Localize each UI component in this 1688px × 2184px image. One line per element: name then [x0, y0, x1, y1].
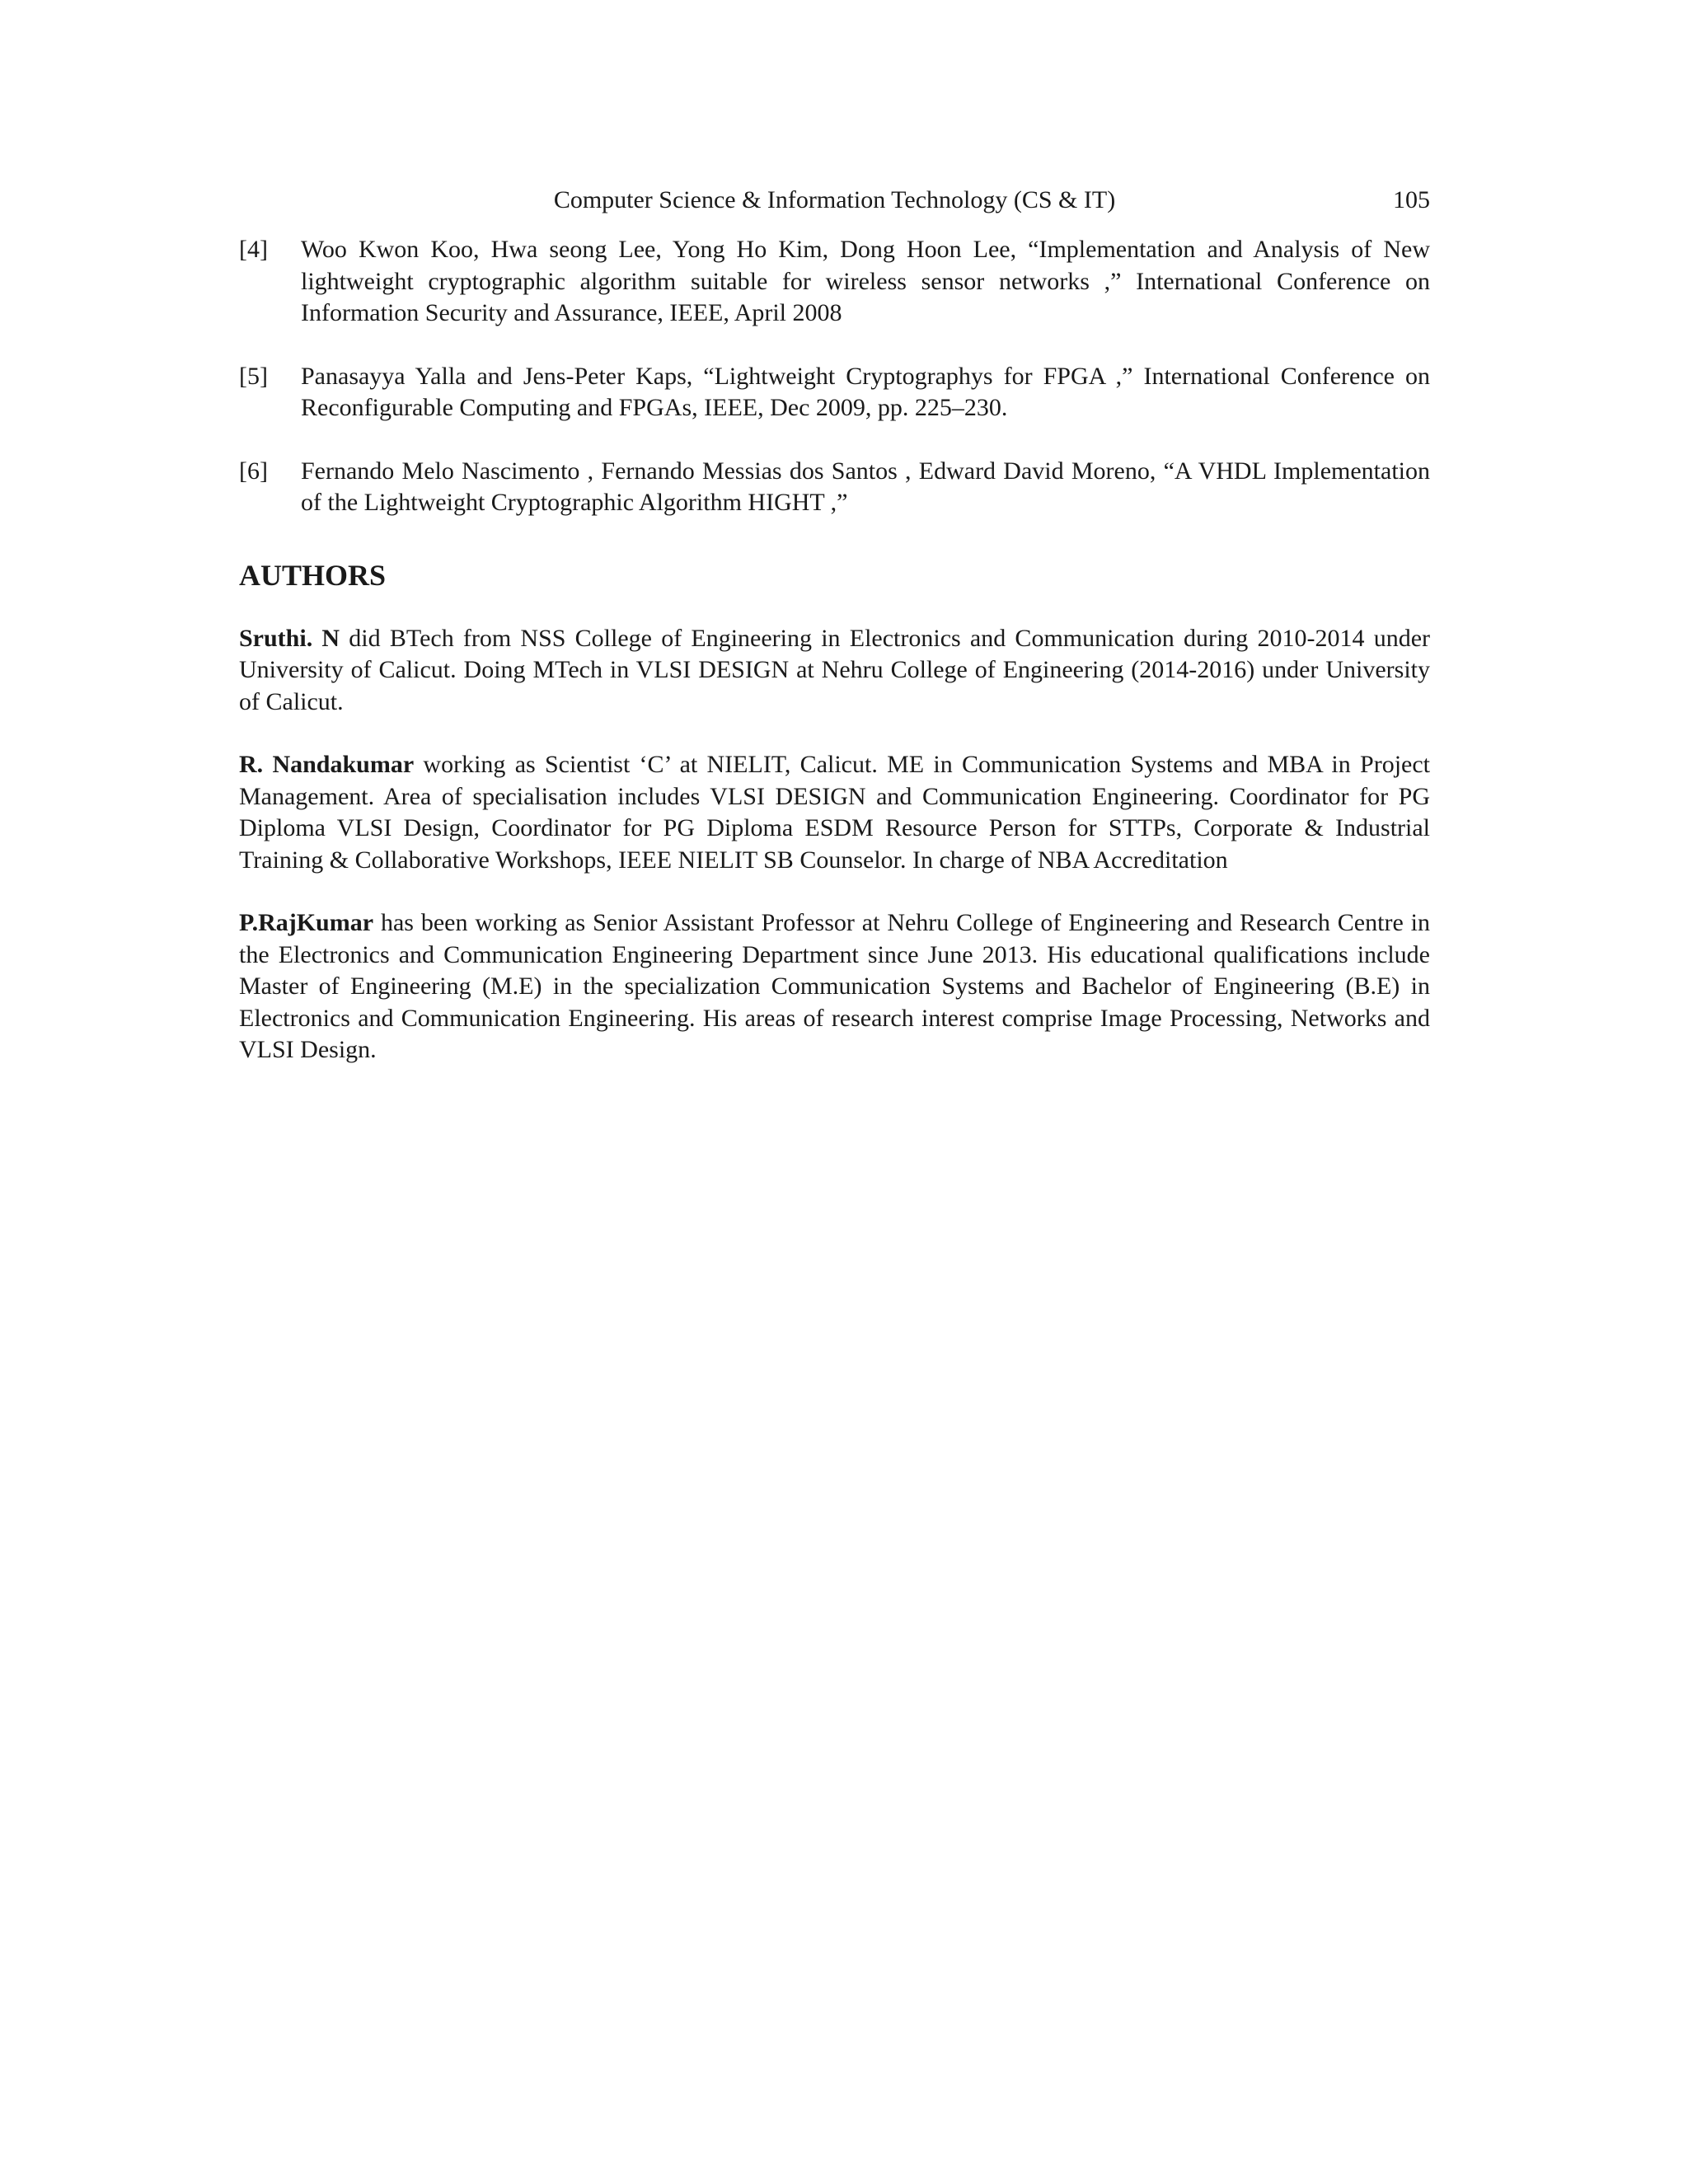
running-header: [239, 180, 1430, 221]
reference-item: [239, 234, 1430, 330]
paper-page: [239, 180, 1430, 1098]
reference-text: Fernando Melo Nascimento , Fernando Messias dos Santos , Edward David Moreno, “A VHDL Implementation of the Lightweight Cryptographic Algorithm HIGHT ,”: [301, 457, 1430, 516]
author-bio: [239, 907, 1430, 1066]
author-bio-text: did BTech from NSS College of Engineering in Electronics and Communication during 2010-2014 under University of Calicut. Doing MTech in VLSI DESIGN at Nehru College of Engineering (2014-2016) under University of Calicut.: [239, 624, 1430, 715]
journal-title: Computer Science & Information Technology (CS & IT): [553, 186, 1116, 213]
author-name: P.RajKumar: [239, 909, 374, 936]
author-bio-text: working as Scientist ‘C’ at NIELIT, Calicut. ME in Communication Systems and MBA in Project Management. Area of specialisation includes VLSI DESIGN and Communication Engineering. Coordinator for PG Diploma VLSI Design, Coordinator for PG Diploma ESDM Resource Person for STTPs, Corporate & Industrial Training & Collaborative Workshops, IEEE NIELIT SB Counselor. In charge of NBA Accreditation: [239, 751, 1430, 874]
author-bio-text: has been working as Senior Assistant Professor at Nehru College of Engineering and Research Centre in the Electronics and Communication Engineering Department since June 2013. His educational qualifications include Master of Engineering (M.E) in the specialization Communication Systems and Bachelor of Engineering (B.E) in Electronics and Communication Engineering. His areas of research interest comprise Image Processing, Networks and VLSI Design.: [239, 909, 1430, 1063]
author-name: Sruthi. N: [239, 624, 340, 652]
reference-text: Panasayya Yalla and Jens-Peter Kaps, “Lightweight Cryptographys for FPGA ,” International Conference on Reconfigurable Computing and FPGAs, IEEE, Dec 2009, pp. 225–230.: [301, 362, 1430, 421]
reference-number: [4]: [239, 236, 268, 263]
reference-text: Woo Kwon Koo, Hwa seong Lee, Yong Ho Kim, Dong Hoon Lee, “Implementation and Analysis of New lightweight cryptographic algorithm suitable for wireless sensor networks ,” International Conference on Information Security and Assurance, IEEE, April 2008: [301, 236, 1430, 326]
author-name: R. Nandakumar: [239, 751, 415, 778]
reference-item: [239, 361, 1430, 424]
reference-list: [239, 234, 1430, 519]
authors-heading: AUTHORS: [239, 558, 387, 592]
reference-item: [239, 456, 1430, 519]
author-bio: [239, 749, 1430, 876]
reference-number: [6]: [239, 457, 268, 485]
reference-number: [5]: [239, 362, 268, 390]
page-number: 105: [1393, 186, 1430, 213]
author-bio: [239, 623, 1430, 719]
